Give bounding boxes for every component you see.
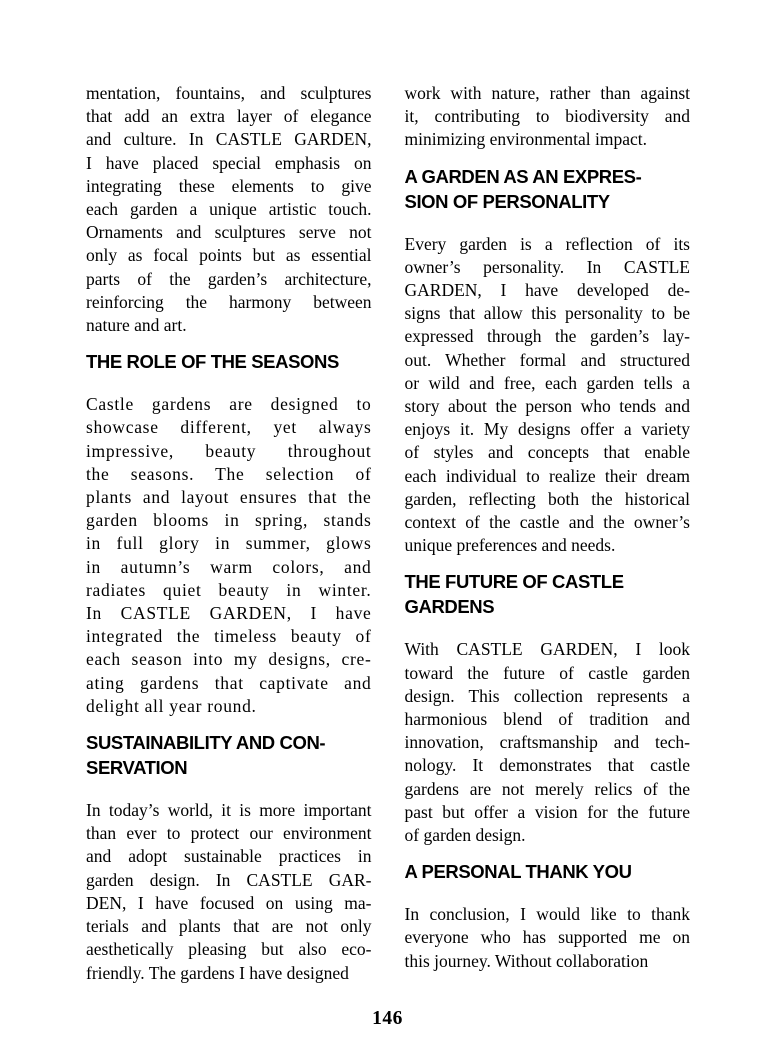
section-heading (405, 569, 691, 619)
text-line: friendly. The gardens I have designed (86, 962, 349, 983)
text-line: harmonious blend of tradition and (404, 709, 690, 730)
text-line: owner’s personality. In CASTLE (404, 256, 690, 277)
text-line: In conclusion, I would like to thank (404, 904, 690, 925)
body-paragraph (405, 638, 691, 847)
text-line: With CASTLE GARDEN, I look (404, 639, 690, 660)
text-line: expressed through the garden’s lay- (404, 326, 690, 347)
text-line: and adopt sustainable practices in (86, 846, 372, 867)
body-paragraph (86, 82, 372, 337)
text-line: design. This collection represents a (404, 685, 690, 706)
text-line: each individual to realize their dream (404, 465, 690, 486)
text-line: out. Whether formal and structured (404, 349, 690, 370)
text-line: plants and layout ensures that the (86, 487, 372, 508)
section-heading (405, 859, 691, 884)
body-paragraph (86, 799, 372, 985)
text-line: enjoys it. My designs offer a variety (404, 419, 690, 440)
text-line: parts of the garden’s architecture, (86, 268, 372, 289)
text-line: terials and plants that are not only (86, 916, 372, 937)
section-heading (86, 730, 372, 780)
text-column-right (405, 82, 691, 985)
text-line: SUSTAINABILITY AND CON- (86, 732, 326, 754)
text-line: everyone who has supported me on (404, 927, 690, 948)
text-line: mentation, fountains, and sculptures (86, 83, 372, 103)
text-line: Every garden is a reflection of its (404, 233, 690, 254)
text-line: aesthetically pleasing but also eco- (86, 939, 372, 960)
text-line: past but offer a vision for the future (404, 801, 690, 822)
text-line: of styles and concepts that enable (404, 442, 690, 463)
text-column-left (86, 82, 372, 985)
text-line: ating gardens that captivate and (86, 672, 372, 693)
text-line: of garden design. (404, 825, 526, 846)
text-line: garden blooms in spring, stands (86, 510, 372, 531)
text-line: gardens are not merely relics of the (404, 778, 690, 799)
text-line: radiates quiet beauty in winter. (86, 579, 372, 600)
text-line: this journey. Without collaboration (404, 950, 649, 971)
text-line: A GARDEN AS AN EXPRES- (404, 165, 642, 187)
text-line: Castle gardens are designed to (86, 394, 372, 415)
text-line: signs that allow this personality to be (404, 303, 690, 324)
text-line: unique preferences and needs. (404, 535, 616, 556)
text-line: SION OF PERSONALITY (404, 190, 610, 212)
text-line: that add an extra layer of elegance (86, 106, 372, 127)
text-line: integrated the timeless beauty of (86, 626, 372, 647)
body-paragraph (405, 233, 691, 558)
text-line: the seasons. The selection of (86, 463, 372, 484)
text-line: each garden a unique artistic touch. (86, 199, 372, 220)
body-paragraph (405, 903, 691, 973)
text-line: garden, reflecting both the historical (404, 488, 690, 509)
text-line: SERVATION (86, 757, 188, 779)
text-line: garden design. In CASTLE GAR- (86, 869, 372, 890)
text-line: reinforcing the harmony between (86, 291, 372, 312)
text-line: In today’s world, it is more important (86, 800, 372, 821)
text-line: innovation, craftsmanship and tech- (404, 732, 690, 753)
text-line: A PERSONAL THANK YOU (404, 861, 632, 883)
section-heading (405, 164, 691, 214)
text-line: I have placed special emphasis on (86, 152, 372, 173)
text-line: or wild and free, each garden tells a (404, 372, 690, 393)
body-paragraph (86, 393, 372, 718)
text-line: Ornaments and sculptures serve not (86, 222, 372, 243)
text-line: In CASTLE GARDEN, I have (86, 603, 372, 624)
text-line: it, contributing to biodiversity and (404, 106, 690, 127)
text-line: work with nature, rather than against (404, 83, 690, 103)
text-line: showcase different, yet always (86, 417, 372, 438)
text-line: than ever to protect our environment (86, 823, 372, 844)
text-line: impressive, beauty throughout (86, 440, 372, 461)
body-paragraph (405, 82, 691, 152)
text-line: delight all year round. (86, 695, 257, 716)
text-line: context of the castle and the owner’s (404, 512, 690, 533)
text-line: toward the future of castle garden (404, 662, 690, 683)
text-line: THE FUTURE OF CASTLE (404, 571, 624, 593)
text-line: each season into my designs, cre- (86, 649, 372, 670)
text-line: nature and art. (86, 315, 187, 336)
text-line: in full glory in summer, glows (86, 533, 372, 554)
text-line: minimizing environmental impact. (404, 129, 648, 150)
text-line: GARDEN, I have developed de- (404, 280, 690, 301)
page-footer (0, 1008, 775, 1030)
text-line: THE ROLE OF THE SEASONS (86, 351, 339, 373)
page-body (86, 82, 690, 985)
text-line: GARDENS (404, 596, 495, 618)
text-line: integrating these elements to give (86, 175, 372, 196)
text-line: DEN, I have focused on using ma- (86, 892, 372, 913)
text-line: story about the person who tends and (404, 396, 690, 417)
text-line: and culture. In CASTLE GARDEN, (86, 129, 372, 150)
text-line: nology. It demonstrates that castle (404, 755, 690, 776)
text-line: in autumn’s warm colors, and (86, 556, 372, 577)
page-number: 146 (372, 1008, 403, 1029)
text-line: only as focal points but as essential (86, 245, 372, 266)
section-heading (86, 349, 372, 374)
